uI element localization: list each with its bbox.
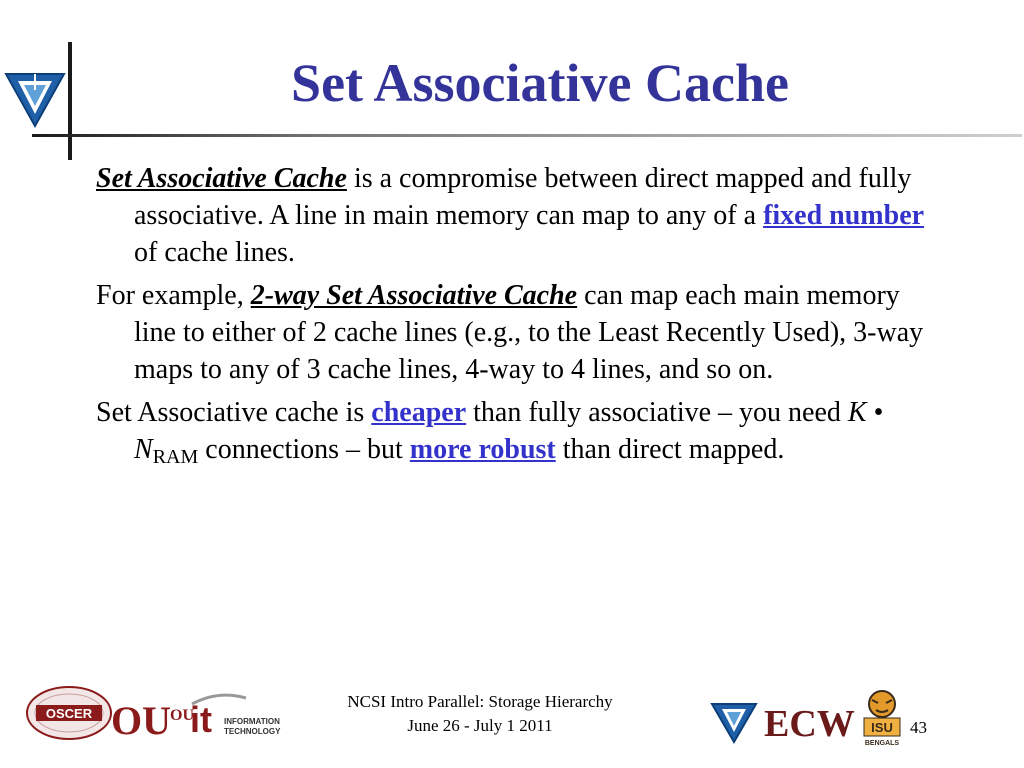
slide-title: Set Associative Cache [291,53,789,113]
subscript-ram: RAM [152,446,199,468]
header-vertical-rule [68,42,72,160]
isu-bengals-text: BENGALS [864,740,900,747]
link-cheaper[interactable]: cheaper [371,397,467,428]
paragraph-1 [96,160,926,271]
isu-bengals-logo-icon [862,688,902,748]
ecw-logo-icon [762,696,862,746]
text-segment: than fully associative – you need [466,397,848,428]
link-fixed-number[interactable]: fixed number [763,200,925,231]
term-set-associative-cache: Set Associative Cache [96,163,347,194]
variable-k: K [847,397,867,428]
footer-line-2: June 26 - July 1 2011 [407,716,553,735]
ou-it-prefix: OU [170,707,194,724]
text-segment: Set Associative cache is [96,397,372,428]
footer-line-1: NCSI Intro Parallel: Storage Hierarchy [347,692,613,711]
paragraph-2 [96,277,926,388]
link-more-robust[interactable]: more robust [409,434,556,465]
oscer-logo-text: OSCER [45,706,93,721]
slide-body [96,160,926,482]
ou-it-logo-icon [168,688,294,744]
variable-n: N [134,434,153,465]
multiplication-dot: • [866,397,884,428]
text-segment: For example, [96,280,251,311]
text-segment: than direct mapped. [555,434,785,465]
triangle-logo-icon [4,68,66,130]
ou-it-info: INFORMATION [224,717,280,726]
paragraph-3 [96,394,926,476]
header-horizontal-rule [32,134,1022,137]
ou-logo-icon [111,688,171,746]
text-segment: is a compromise between direct mapped and fully associative. A line in main memory can map to any of a [134,163,912,231]
oscer-logo-icon [24,684,114,742]
text-segment: of cache lines. [134,237,295,268]
triangle-logo-small-icon [710,700,758,744]
ou-it-tech: TECHNOLOGY [224,727,281,736]
term-2-way-set-associative-cache: 2-way Set Associative Cache [250,280,578,311]
footer-caption [300,690,660,738]
ecw-logo-text: ECW [764,703,855,745]
text-segment: can map each main memory line to either of 2 cache lines (e.g., to the Least Recently Used), 3-way maps to any of 3 cache lines, 4-way to 4 lines, and so on. [134,280,924,385]
ou-it-mark: it [190,699,212,740]
page-number: 43 [910,718,927,737]
ou-logo-text: OU [111,698,171,743]
isu-logo-text: ISU [871,720,893,735]
text-segment: connections – but [198,434,410,465]
